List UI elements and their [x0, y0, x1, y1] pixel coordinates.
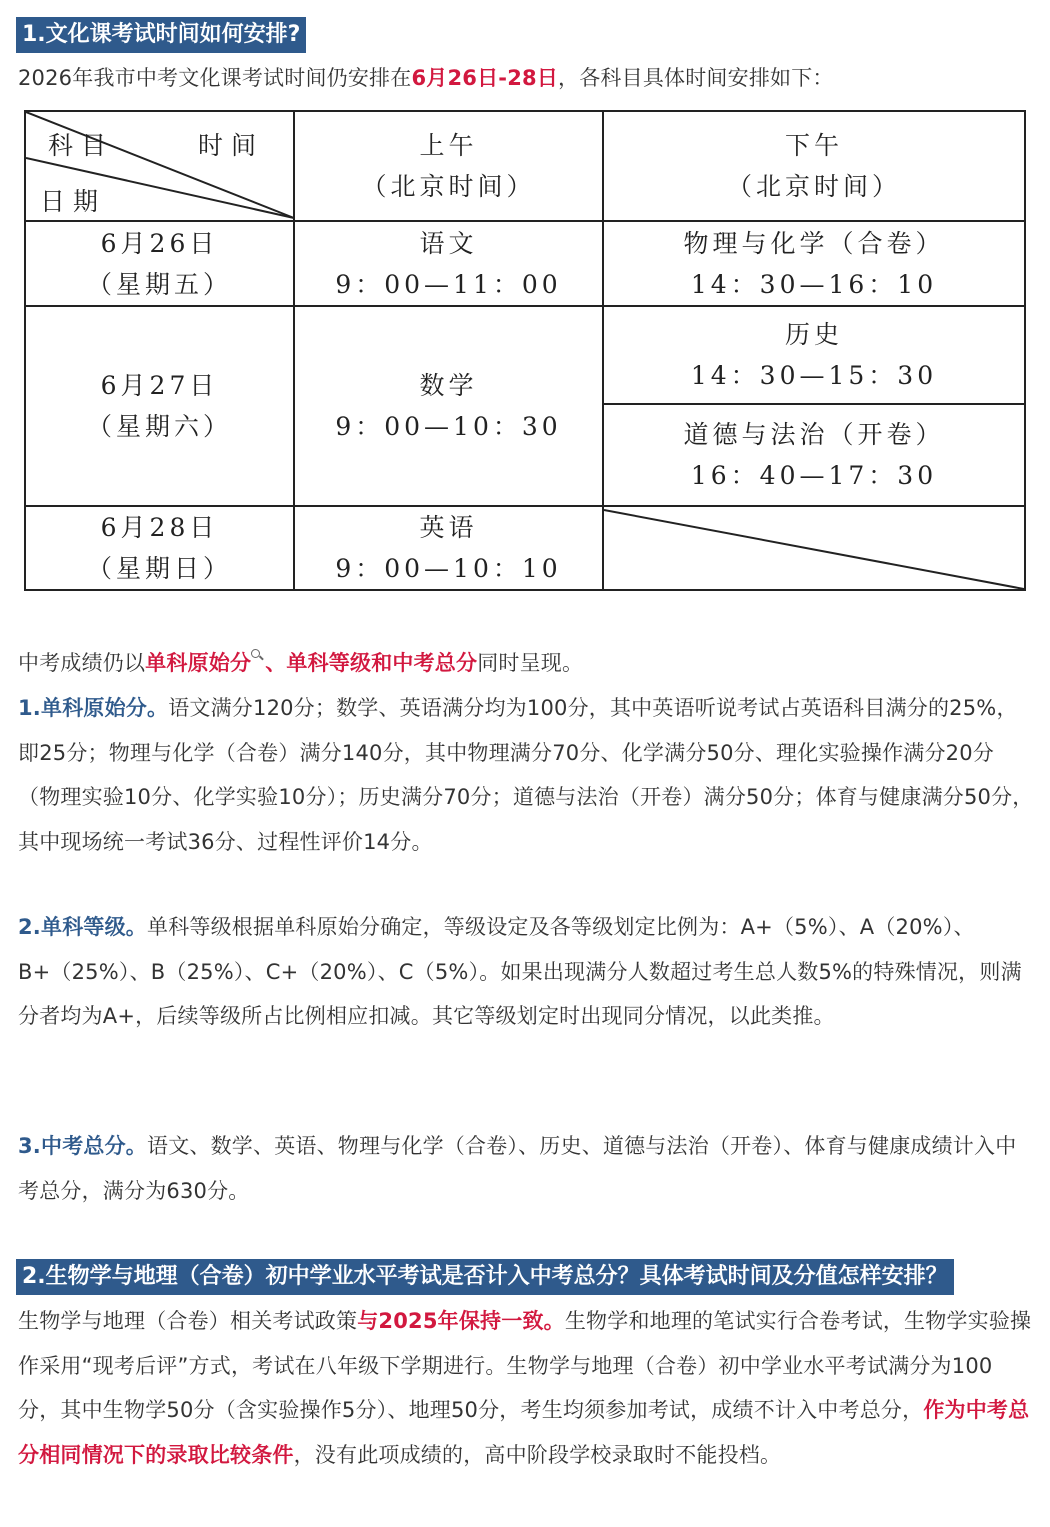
time-label: 9：00—10：30	[335, 412, 562, 441]
subject-label: 英语	[419, 513, 478, 542]
grade-label: 2.单科等级。	[18, 915, 147, 939]
scores-intro-end: 同时呈现。	[477, 651, 584, 675]
row3-morning-exam	[295, 507, 602, 589]
header-afternoon	[604, 112, 1024, 220]
raw-score-paragraph	[18, 686, 1034, 864]
exam-schedule-table	[24, 110, 1026, 591]
scores-intro-text: 中考成绩仍以	[18, 651, 146, 675]
scores-intro	[18, 641, 1034, 686]
total-score-paragraph	[18, 1124, 1034, 1213]
scores-intro-highlight: 、单科等级和中考总分	[265, 651, 478, 675]
section2-text: 生物学和地理的笔试实行合卷考试，生物学实验操作采用“现考后评”方式，考试在八年级下学期进行。生物学与地理（合卷）初中学业水平考试满分为100分，其中生物学50分（含实验操作5分）、地理50分，考生均须参加考试，成绩不计入中考总分，	[18, 1309, 1032, 1422]
weekday-label: （星期六）	[86, 412, 232, 441]
time-label: 16：40—17：30	[690, 461, 938, 490]
intro-text-end: ，各科目具体时间安排如下：	[558, 66, 834, 90]
subject-label: 历史	[784, 320, 843, 349]
time-label: 14：30—15：30	[690, 361, 938, 390]
section2-highlight: 与2025年保持一致。	[357, 1309, 565, 1333]
time-label: 9：00—10：10	[335, 554, 562, 583]
weekday-label: （星期日）	[86, 554, 232, 583]
header-afternoon-note: （北京时间）	[726, 172, 901, 201]
time-label: 9：00—11：00	[335, 269, 562, 299]
date-label: 6月28日	[100, 513, 219, 542]
subject-label: 道德与法治（开卷）	[683, 420, 945, 449]
header-morning-label: 上午	[419, 131, 478, 160]
header-afternoon-label: 下午	[784, 131, 843, 160]
raw-score-link[interactable]: 单科原始分	[145, 651, 252, 675]
corner-time: 时间	[198, 131, 265, 160]
date-label: 6月27日	[100, 371, 219, 400]
intro-text: 2026年我市中考文化课考试时间仍安排在	[18, 66, 412, 90]
row1-afternoon-exam	[604, 222, 1024, 305]
section2-paragraph	[18, 1299, 1034, 1477]
corner-subject: 科目	[48, 131, 115, 160]
section2-heading: 2.生物学与地理（合卷）初中学业水平考试是否计入中考总分？具体考试时间及分值怎样安排？	[16, 1259, 954, 1295]
grade-text: 单科等级根据单科原始分确定，等级设定及各等级划定比例为：A+（5%）、A（20%）、B+（25%）、B（25%）、C+（20%）、C（5%）。如果出现满分人数超过考生总人数5%的特殊情况，则满分者均为A+，后续等级所占比例相应扣减。其它等级划定时出现同分情况，以此类推。	[18, 915, 1022, 1028]
row3-date	[26, 507, 293, 589]
search-icon[interactable]	[251, 649, 263, 661]
subject-label: 物理与化学（合卷）	[683, 228, 945, 258]
total-score-text: 语文、数学、英语、物理与化学（合卷）、历史、道德与法治（开卷）、体育与健康成绩计入中考总分，满分为630分。	[18, 1134, 1017, 1203]
weekday-label: （星期五）	[86, 269, 232, 299]
section2-highlight: 作为中考总分相同情况下的录取比较条件	[18, 1398, 1030, 1467]
row1-morning-exam	[295, 222, 602, 305]
date-label: 6月26日	[100, 228, 219, 258]
header-morning	[295, 112, 602, 220]
row2-morning-exam	[295, 307, 602, 505]
raw-score-label: 1.单科原始分。	[18, 696, 169, 720]
row1-date	[26, 222, 293, 305]
subject-label: 语文	[419, 228, 478, 258]
raw-score-text: 语文满分120分；数学、英语满分均为100分，其中英语听说考试占英语科目满分的25%，即25分；物理与化学（合卷）满分140分，其中物理满分70分、化学满分50分、理化实验操作满分20分（物理实验10分、化学实验10分）；历史满分70分；道德与法治（开卷）满分50分；体育与健康满分50分，其中现场统一考试36分、过程性评价14分。	[18, 696, 1034, 854]
section2-text: 生物学与地理（合卷）相关考试政策	[18, 1309, 358, 1333]
row2-afternoon-exam-2	[604, 405, 1024, 505]
section1-heading: 1.文化课考试时间如何安排?	[16, 17, 306, 53]
row2-afternoon-exam-1	[604, 307, 1024, 403]
section2-text: ，没有此项成绩的，高中阶段学校录取时不能投档。	[293, 1442, 782, 1467]
corner-date: 日期	[40, 187, 107, 216]
section1-intro	[18, 56, 1034, 101]
exam-dates-highlight: 6月26日-28日	[411, 66, 559, 90]
row2-date	[26, 307, 293, 505]
header-morning-note: （北京时间）	[361, 172, 536, 201]
grade-paragraph	[18, 905, 1034, 1039]
time-label: 14：30—16：10	[690, 269, 938, 299]
total-score-label: 3.中考总分。	[18, 1134, 147, 1158]
subject-label: 数学	[419, 371, 478, 400]
